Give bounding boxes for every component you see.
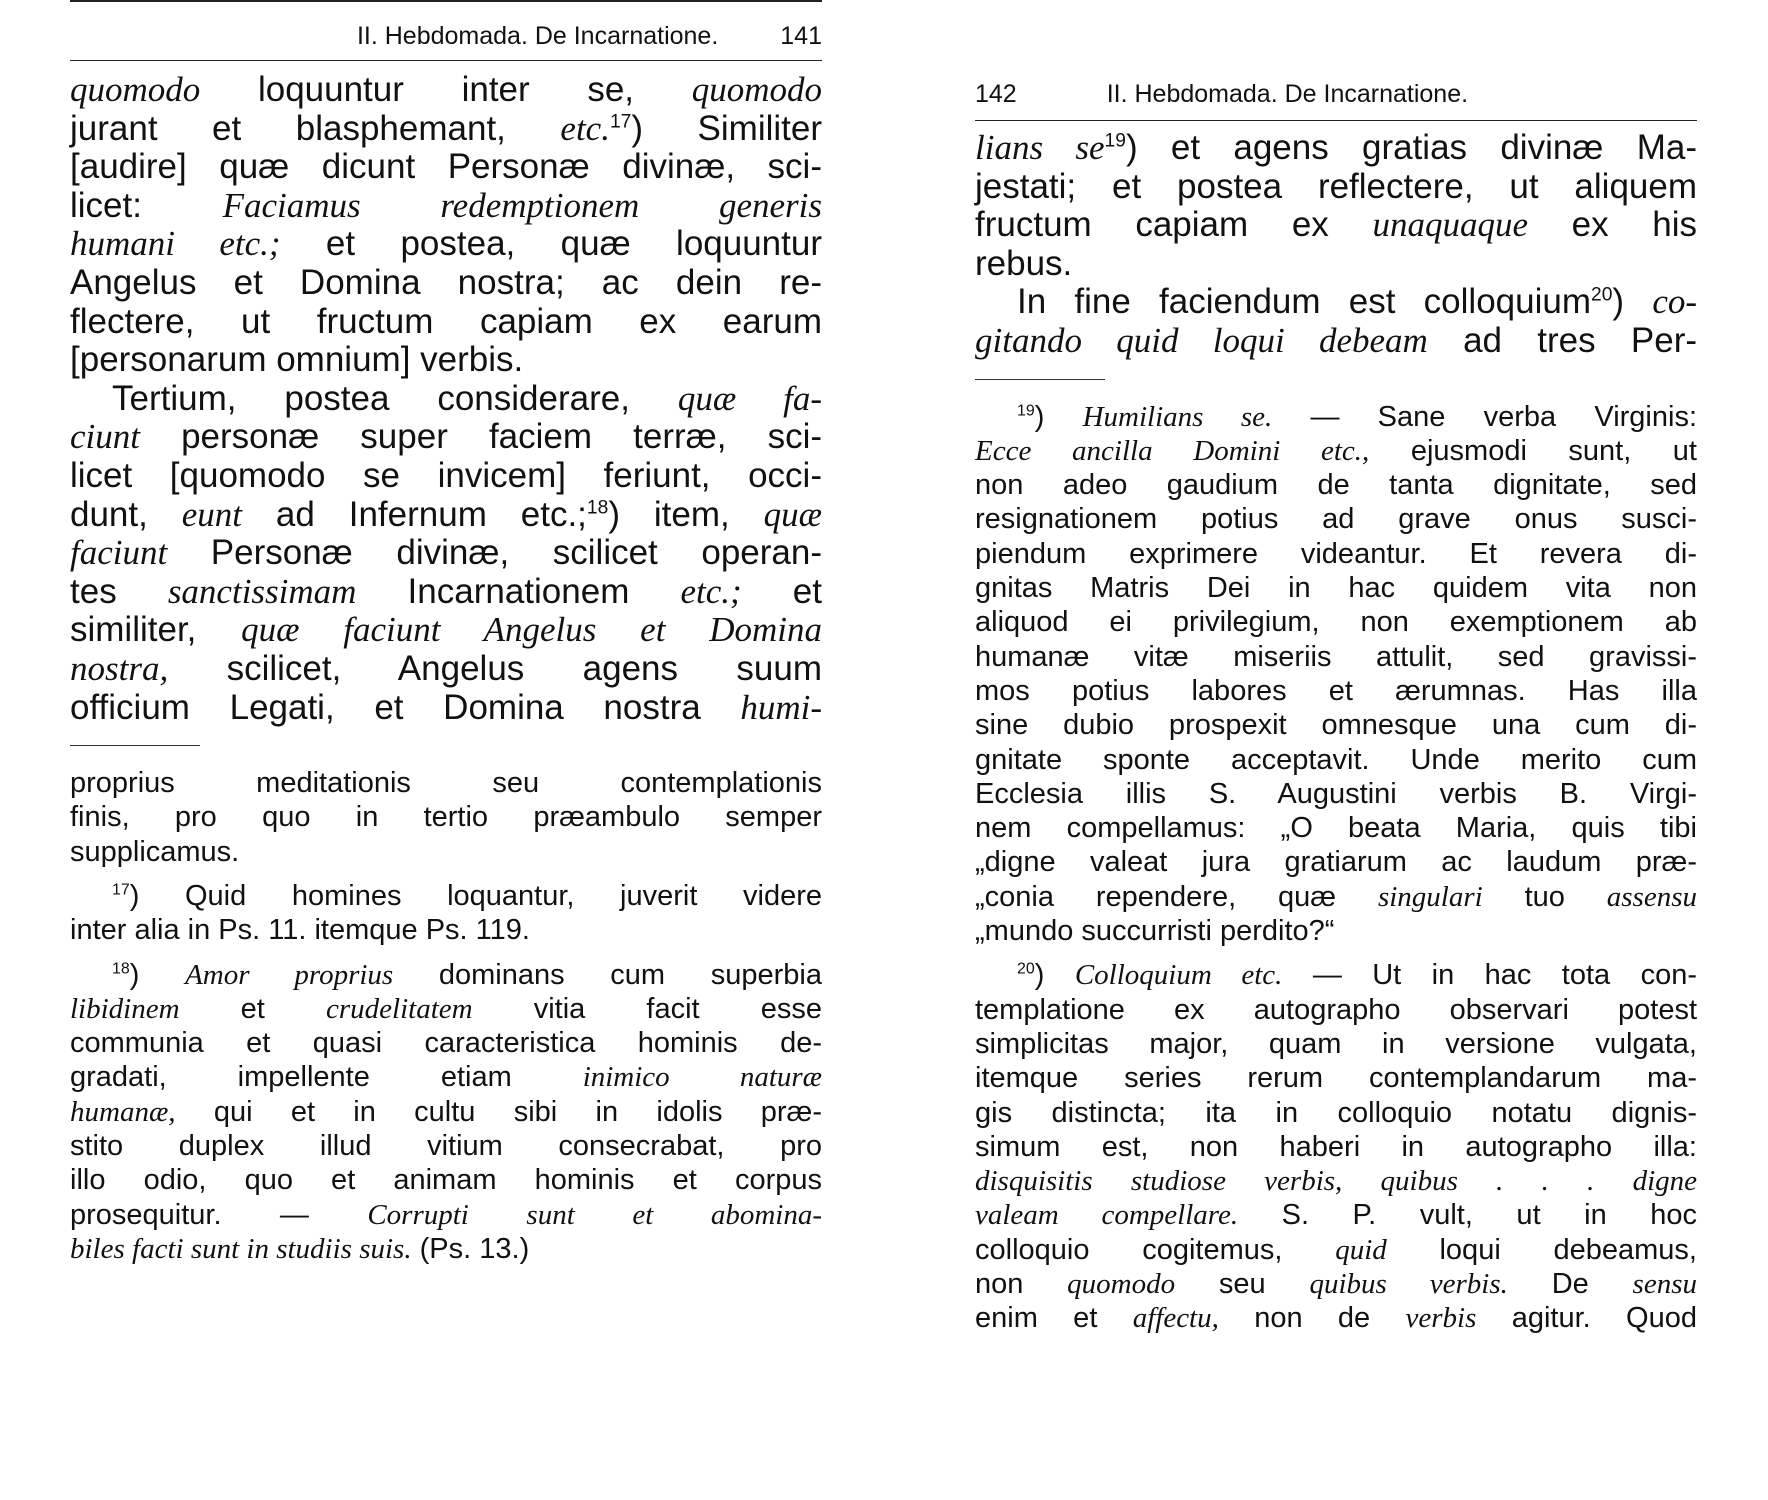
footnote-ref: 18 <box>112 959 130 977</box>
text-line <box>70 534 822 573</box>
text-run: communia et quasi caracteristica hominis de- <box>70 1027 822 1060</box>
text-run: ) et agens gratias divinæ Ma- <box>1125 128 1697 167</box>
footnote-line <box>975 1164 1697 1198</box>
footnote-line <box>70 1129 822 1163</box>
footnote-line <box>70 835 822 869</box>
text-run: „digne valeat jura gratiarum ac laudum præ- <box>975 846 1697 879</box>
text-run: — Ut in hac tota con- <box>1282 959 1697 992</box>
text-run: gnitas Matris Dei in hac quidem vita non <box>975 572 1697 605</box>
top-rule <box>70 0 822 2</box>
text-run: agitur. Quod <box>1476 1302 1697 1335</box>
footnote-ref: 17 <box>112 881 130 899</box>
text-run: finis, pro quo in tertio præambulo semper <box>70 801 822 834</box>
text-run: nem compellamus: „O beata Maria, quis tibi <box>975 812 1697 845</box>
footnote-line <box>975 1130 1697 1164</box>
text-run: quæ faciunt Angelus et Domina <box>241 610 822 650</box>
running-header <box>70 20 822 52</box>
footnote-line <box>975 811 1697 845</box>
text-run: valeam compellare. <box>975 1199 1239 1232</box>
text-run: gradati, impellente etiam <box>70 1061 583 1094</box>
text-run: Faciamus redemptionem generis <box>222 185 822 225</box>
footnote-line <box>70 1060 822 1094</box>
header-rule <box>975 120 1697 121</box>
text-run: humi- <box>740 687 822 727</box>
text-run: jurant et blasphemant, <box>70 108 561 148</box>
text-run: crudelitatem <box>326 992 473 1025</box>
text-line <box>975 206 1697 245</box>
text-run: et <box>179 992 326 1025</box>
text-run: ad Infernum etc.; <box>242 494 587 534</box>
text-run: Humilians se. <box>1082 400 1273 433</box>
text-run: licet [quomodo se invicem] feriunt, occi- <box>70 455 822 495</box>
footnote <box>70 879 822 948</box>
text-line <box>70 148 822 187</box>
text-run: eunt <box>181 494 243 534</box>
footnote-separator <box>975 379 1105 380</box>
text-run: lians se <box>975 128 1105 167</box>
text-run: ) item, <box>608 494 764 534</box>
text-run: ciunt <box>70 417 140 457</box>
text-run: Angelus et Domina nostra; ac dein re- <box>70 262 822 302</box>
text-run: flectere, ut fructum capiam ex earum <box>70 301 822 341</box>
text-run: biles facti sunt in studiis suis. <box>70 1232 412 1265</box>
footnote-line <box>70 1232 822 1266</box>
text-run: Ecclesia illis S. Augustini verbis B. Virgi- <box>975 777 1697 810</box>
text-line <box>975 283 1697 322</box>
text-run: etc.; <box>680 571 742 611</box>
main-text <box>70 71 822 727</box>
footnote-line <box>975 434 1697 468</box>
text-line <box>70 341 822 380</box>
footnote-line <box>975 674 1697 708</box>
text-run: etc. <box>560 108 610 148</box>
text-run: verbis <box>1405 1302 1477 1335</box>
footnote-line <box>975 1027 1697 1061</box>
text-run: rebus. <box>975 243 1073 283</box>
footnote-line <box>975 1198 1697 1232</box>
running-title: II. Hebdomada. De Incarnatione. <box>356 22 719 50</box>
text-run: dunt, <box>70 494 182 534</box>
footnote-line <box>975 400 1697 434</box>
footnote-ref: 20 <box>1591 284 1613 306</box>
text-run: enim et <box>975 1302 1133 1335</box>
text-run: aliquod ei privilegium, non exemptionem ab <box>975 606 1697 639</box>
footnote-line <box>975 571 1697 605</box>
text-run: libidinem <box>70 992 180 1025</box>
text-run: (Ps. 13.) <box>411 1232 530 1265</box>
text-run: et <box>741 571 822 611</box>
text-run: disquisitis studiose verbis, quibus . . . digne <box>975 1165 1697 1198</box>
text-run: scilicet, Angelus agens suum <box>168 648 822 688</box>
text-run: humani etc.; <box>70 224 281 264</box>
text-run: supplicamus. <box>70 835 240 868</box>
text-run: quæ <box>763 494 822 534</box>
text-run: „mundo succurristi perdito?“ <box>975 915 1335 948</box>
footnote-line <box>975 1267 1697 1301</box>
footnote-ref: 19 <box>1017 401 1035 419</box>
footnote-line <box>70 958 822 992</box>
text-run: mos potius labores et ærumnas. Has illa <box>975 674 1697 707</box>
text-line <box>70 573 822 612</box>
main-text <box>975 129 1697 361</box>
footnote-ref: 19 <box>1104 130 1126 152</box>
footnote <box>975 400 1697 949</box>
text-run: personæ super faciem terræ, sci- <box>139 417 822 457</box>
footnote-line <box>975 1061 1697 1095</box>
text-run: resignationem potius ad grave onus susci- <box>975 503 1697 536</box>
footnote-line <box>975 537 1697 571</box>
footnote-line <box>975 605 1697 639</box>
text-line <box>975 129 1697 168</box>
text-run: itemque series rerum contemplandarum ma- <box>975 1062 1697 1095</box>
text-run: ) <box>1034 959 1075 992</box>
text-run: simum est, non haberi in autographo illa: <box>975 1130 1697 1163</box>
text-run: quomodo <box>70 70 201 109</box>
footnote <box>70 766 822 869</box>
text-run: loquuntur inter se, <box>200 70 692 109</box>
text-run: non <box>975 1267 1068 1300</box>
text-run: quibus verbis. <box>1309 1267 1508 1300</box>
text-run: tuo <box>1482 880 1607 913</box>
text-line <box>70 611 822 650</box>
footnote-ref: 18 <box>586 496 609 518</box>
text-run: S. P. vult, ut in hoc <box>1238 1199 1697 1232</box>
text-run: singulari <box>1377 880 1483 913</box>
footnote-line <box>975 708 1697 742</box>
footnote-line <box>975 1233 1697 1267</box>
text-run: prosequitur. — <box>70 1198 368 1231</box>
text-run: piendum exprimere videantur. Et revera di- <box>975 537 1697 570</box>
footnote-ref: 20 <box>1017 960 1035 978</box>
footnote-line <box>70 766 822 800</box>
left-page <box>70 0 822 1266</box>
text-run: quid <box>1335 1233 1387 1266</box>
text-run: non de <box>1218 1302 1406 1335</box>
text-line <box>70 187 822 226</box>
footnote-line <box>975 468 1697 502</box>
footnote-line <box>975 845 1697 879</box>
text-run: illo odio, quo et animam hominis et corpus <box>70 1164 822 1197</box>
text-run: Colloquium etc. <box>1074 959 1283 992</box>
text-run: In fine faciendum est colloquium <box>1017 282 1591 322</box>
text-run: gitando quid loqui debeam <box>975 320 1428 360</box>
footnote-line <box>70 1026 822 1060</box>
text-line <box>70 418 822 457</box>
text-run: gis distincta; ita in colloquio notatu dignis- <box>975 1096 1697 1129</box>
text-run: ad tres Per- <box>1427 320 1697 360</box>
footnote-gap <box>70 869 822 879</box>
running-title: II. Hebdomada. De Incarnatione. <box>1106 80 1469 108</box>
text-run: Tertium, postea considerare, <box>112 378 678 418</box>
text-run: fructum capiam ex <box>975 205 1373 245</box>
footnote-ref: 17 <box>609 110 632 132</box>
footnote-line <box>975 743 1697 777</box>
footnote-line <box>975 1096 1697 1130</box>
text-run: Incarnationem <box>356 571 681 611</box>
text-run: ) <box>1612 282 1653 322</box>
footnote-line <box>975 958 1697 992</box>
text-run: loqui debeamus, <box>1386 1233 1697 1266</box>
text-run: Personæ divinæ, scilicet operan- <box>167 533 822 573</box>
footnote-line <box>975 914 1697 948</box>
text-run: proprius meditationis seu contemplationis <box>70 767 822 800</box>
text-run: [personarum omnium] verbis. <box>70 340 524 380</box>
text-run: inimico naturæ <box>582 1061 823 1094</box>
footnote <box>975 958 1697 1335</box>
footnote-line <box>975 1301 1697 1335</box>
text-run: quomodo <box>1067 1267 1176 1300</box>
text-run: colloquio cogitemus, <box>975 1233 1336 1266</box>
text-run: seu <box>1175 1267 1310 1300</box>
text-run: unaquaque <box>1372 205 1528 245</box>
text-run: De <box>1507 1267 1633 1300</box>
text-run: templatione ex autographo observari potest <box>975 993 1697 1026</box>
text-run: ) <box>1034 400 1083 433</box>
text-line <box>975 168 1697 207</box>
footnote-line <box>975 502 1697 536</box>
text-run: quæ fa- <box>677 378 822 418</box>
text-line <box>70 110 822 149</box>
text-run: jestati; et postea reflectere, ut aliquem <box>975 166 1697 206</box>
text-run: ) <box>129 958 186 991</box>
footnote-line <box>70 913 822 947</box>
text-run: vitia facit esse <box>472 992 822 1025</box>
text-run: similiter, <box>70 610 242 650</box>
footnote-line <box>975 880 1697 914</box>
footnote-line <box>70 992 822 1026</box>
text-line <box>70 650 822 689</box>
text-run: quomodo <box>691 70 822 109</box>
text-run: licet: <box>70 185 223 225</box>
footnote-line <box>975 993 1697 1027</box>
text-run: assensu <box>1606 880 1697 913</box>
text-run: [audire] quæ dicunt Personæ divinæ, sci- <box>70 147 822 187</box>
text-run: sine dubio prospexit omnesque una cum di- <box>975 709 1697 742</box>
footnote-line <box>70 800 822 834</box>
text-run: Ecce ancilla Domini etc., <box>975 434 1370 467</box>
footnote-line <box>70 1198 822 1232</box>
text-run: simplicitas major, quam in versione vulgata, <box>975 1027 1697 1060</box>
text-run: co- <box>1652 282 1698 322</box>
text-run: gnitate sponte acceptavit. Unde merito cum <box>975 743 1697 776</box>
footnote-line <box>975 640 1697 674</box>
footnote-gap <box>975 948 1697 958</box>
footnote-separator <box>70 745 200 746</box>
text-run: qui et in cultu sibi in idolis præ- <box>175 1095 822 1128</box>
text-run: faciunt <box>70 533 168 573</box>
footnote-line <box>975 777 1697 811</box>
text-run: sensu <box>1632 1267 1697 1300</box>
right-page <box>975 0 1697 1336</box>
text-run: — Sane verba Virginis: <box>1272 400 1697 433</box>
header-rule <box>70 60 822 61</box>
text-run: ex his <box>1528 205 1698 245</box>
text-line <box>70 689 822 728</box>
text-line <box>70 71 822 110</box>
text-line <box>975 322 1697 361</box>
text-run: Corrupti sunt et abomina- <box>367 1198 822 1231</box>
text-run: affectu, <box>1132 1302 1219 1335</box>
text-run: sanctissimam <box>167 571 357 611</box>
page-number: 141 <box>780 22 822 50</box>
text-run: et postea, quæ loquuntur <box>280 224 822 264</box>
text-run: humanæ vitæ miseriis attulit, sed gravissi- <box>975 640 1697 673</box>
footnotes <box>70 766 822 1266</box>
footnote-gap <box>70 948 822 958</box>
text-line <box>70 496 822 535</box>
text-run: dominans cum superbia <box>393 958 822 991</box>
text-line <box>70 264 822 303</box>
text-run: humanæ, <box>70 1095 176 1128</box>
footnotes <box>975 400 1697 1336</box>
text-run: ) Similiter <box>631 108 822 148</box>
text-run: tes <box>70 571 168 611</box>
text-run: inter alia in Ps. 11. itemque Ps. 119. <box>70 914 530 947</box>
text-run: stito duplex illud vitium consecrabat, pro <box>70 1130 822 1163</box>
text-run: „conia rependere, quæ <box>975 880 1378 913</box>
text-run: Amor proprius <box>185 958 394 991</box>
text-run: non adeo gaudium de tanta dignitate, sed <box>975 469 1697 502</box>
text-line <box>70 457 822 496</box>
text-line <box>70 380 822 419</box>
text-run: nostra, <box>70 648 169 688</box>
text-line <box>975 245 1697 284</box>
text-line <box>70 303 822 342</box>
footnote <box>70 958 822 1267</box>
text-run: officium Legati, et Domina nostra <box>70 687 741 727</box>
running-header <box>975 78 1697 110</box>
text-run: ejusmodi sunt, ut <box>1369 434 1697 467</box>
footnote-line <box>70 1163 822 1197</box>
text-run: ) Quid homines loquantur, juverit videre <box>129 879 822 912</box>
footnote-line <box>70 879 822 913</box>
text-line <box>70 225 822 264</box>
footnote-line <box>70 1095 822 1129</box>
page-number: 142 <box>975 80 1017 108</box>
